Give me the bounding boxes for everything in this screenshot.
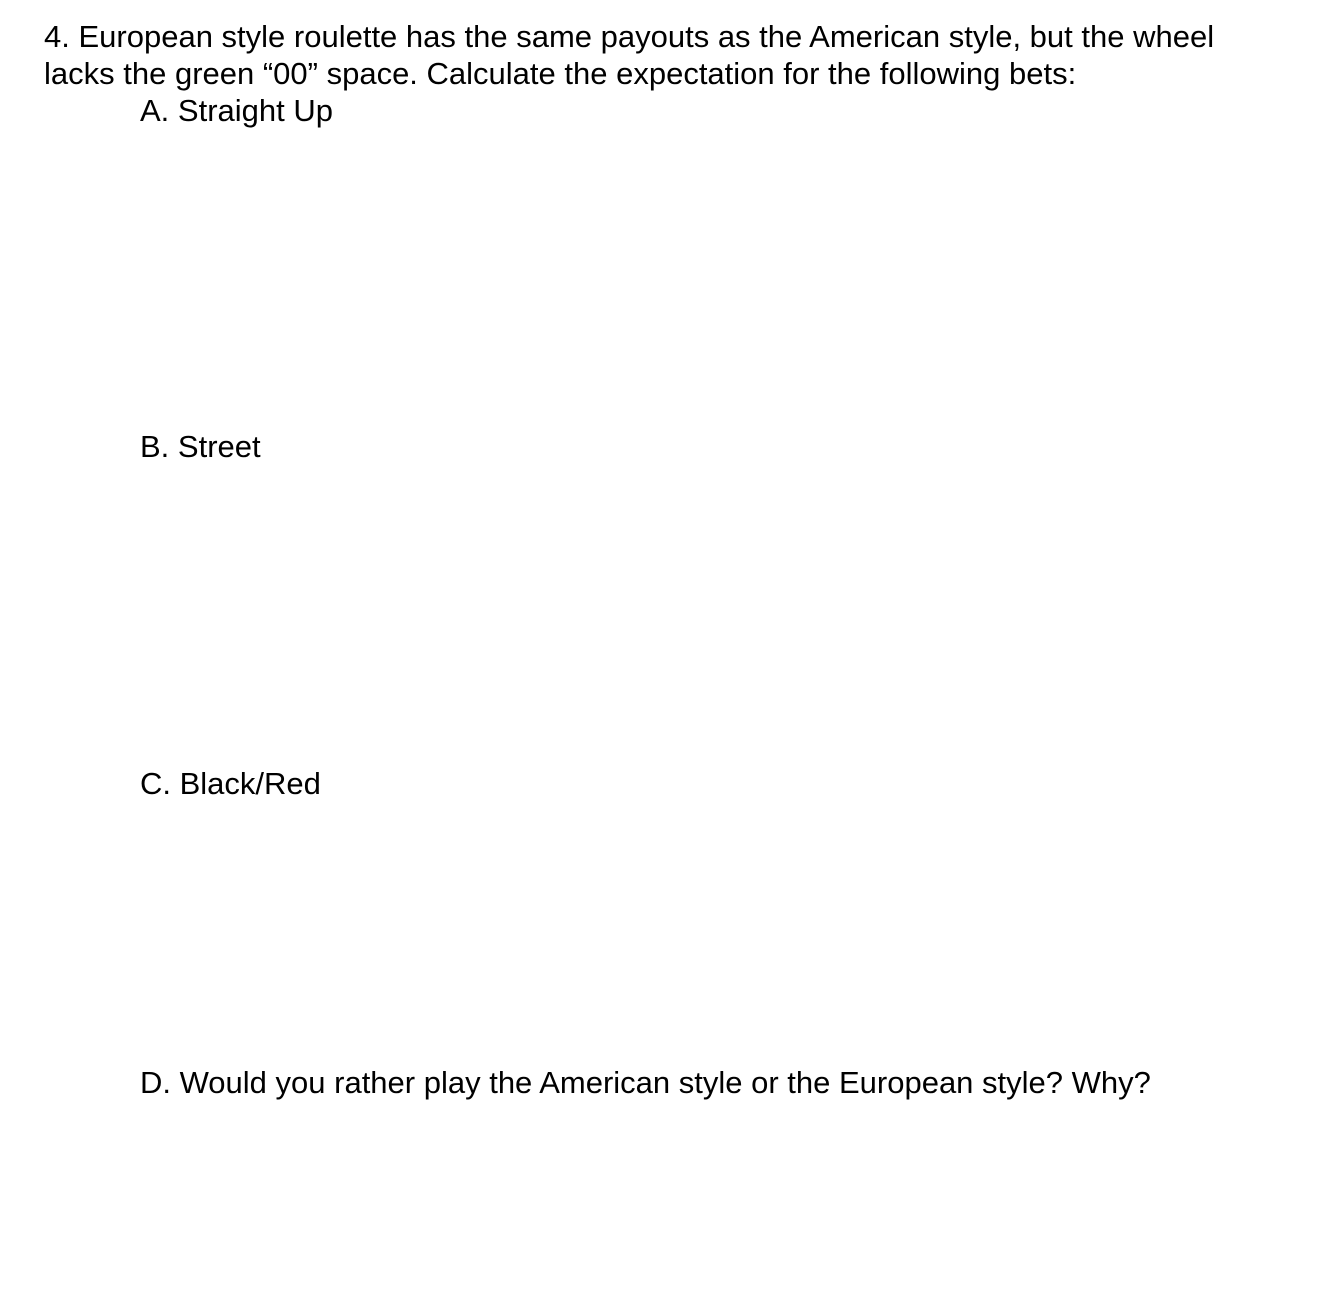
part-b-street: B. Street [140,429,261,464]
question-stem [44,18,1304,92]
question-text-line-2: lacks the green “00” space. Calculate the expectation for the following bets: [44,56,1077,91]
part-d-style-preference: D. Would you rather play the American style or the European style? Why? [140,1065,1151,1100]
question-number: 4. [44,19,70,54]
part-c-black-red: C. Black/Red [140,766,321,801]
part-a-straight-up: A. Straight Up [140,93,333,128]
question-line-1 [44,18,1304,55]
question-text-line-1: European style roulette has the same payouts as the American style, but the wheel [78,19,1215,54]
